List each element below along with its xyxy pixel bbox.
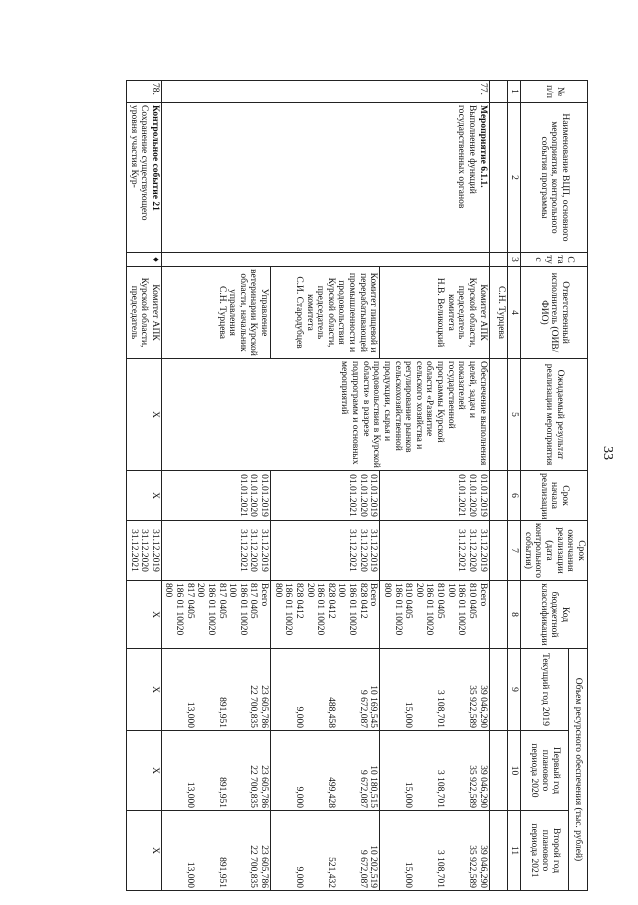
end-cell: 31.12.2019 31.12.2020 31.12.2021 (271, 521, 380, 581)
table-row-77a (380, 81, 489, 891)
end-cell: 31.12.2019 31.12.2020 31.12.2021 (127, 521, 162, 581)
header-kbk: Код бюджетной классификации (521, 581, 588, 649)
amount-2021: 10 202,519 9 672,087 521,432 9,000 (271, 811, 380, 891)
end-cell: 31.12.2019 31.12.2020 31.12.2021 (380, 521, 489, 581)
kbk-cell: Всего 828 0412 186 01 10020 100 828 0412 186 01 10020 200 828 0412 186 01 10020 800 (271, 581, 380, 649)
header-result: Ожидаемый результат реализации мероприятия (521, 359, 588, 471)
amount-2020: X (127, 731, 162, 811)
kbk-cell: X (127, 581, 162, 649)
event-description: Сохранение существующего уровня участия Кур- (128, 105, 150, 221)
rotated-table-container (48, 80, 588, 890)
executor-cell: Комитет АПК Курской области, председатель комитета Н.В. Великоцкий (380, 267, 489, 359)
header-status: Статус (521, 253, 588, 267)
amount-2020: 39 046,290 35 922,589 3 108,701 15,000 (380, 731, 489, 811)
amount-2019: 39 046,290 35 922,589 3 108,701 15,000 (380, 649, 489, 731)
amount-2021: X (127, 811, 162, 891)
kbk-cell: Всего 817 0405 186 01 10020 100 817 0405 186 01 10020 200 817 0405 186 01 10020 800 (161, 581, 270, 649)
col-number: 11 (507, 811, 521, 891)
status-diamond-icon: ♦ (127, 253, 162, 267)
kbk-cell: Всего 810 0405 186 01 10020 100 810 0405 186 01 10020 200 810 0405 186 01 10020 800 (380, 581, 489, 649)
amount-2019: 23 605,786 22 700,835 891,951 13,000 (161, 649, 270, 731)
start-cell: X (127, 471, 162, 521)
header-volume: Объем ресурсного обеспечения (тыс. рублей) (569, 649, 588, 891)
executor-cell: Комитет пищевой и перерабатывающей промышленности и продовольствия Курской области, председатель комитета С.И. Стародубцев (271, 267, 380, 359)
table-row-78 (127, 81, 162, 891)
col-number: 2 (507, 103, 521, 253)
header-name: Наименование ВЦП, основного мероприятия, контрольного события программы (521, 103, 588, 253)
result-cell: X (127, 359, 162, 471)
executor-cell: Управление ветеринарии Курской области, начальник управления С.Н. Турцева (161, 267, 270, 359)
measure-title: Мероприятие 6.1.1. (477, 105, 488, 188)
col-number: 9 (507, 649, 521, 731)
col-number: 8 (507, 581, 521, 649)
start-cell: 01.01.2019 01.01.2020 01.01.2021 (161, 471, 270, 521)
executor-cell: Комитет АПК Курской области, председатель (127, 267, 162, 359)
col-number: 5 (507, 359, 521, 471)
program-table (126, 80, 588, 891)
header-num: № п/п (521, 81, 588, 103)
page-number: 33 (600, 446, 615, 460)
amount-2020: 10 180,515 9 672,087 499,428 9,000 (271, 731, 380, 811)
row-number: 78. (127, 81, 162, 103)
col-number: 4 (507, 267, 521, 359)
amount-2021: 23 605,786 22 700,835 891,951 13,000 (161, 811, 270, 891)
header-end: Срок окончания реализации (дата контрольного события) (521, 521, 588, 581)
continuation-row (489, 81, 507, 891)
header-year-2019: Текущий год 2019 (521, 649, 569, 731)
start-cell: 01.01.2019 01.01.2020 01.01.2021 (380, 471, 489, 521)
header-executor: Ответственный исполнитель (ОИВ/ФИО) (521, 267, 588, 359)
col-number: 3 (507, 253, 521, 267)
event-title: Контрольное событие 21 (149, 105, 160, 211)
row-number: 77. (161, 81, 489, 103)
header-year-2020: Первый год планового периода 2020 (521, 731, 569, 811)
name-cell (127, 103, 162, 253)
col-number: 7 (507, 521, 521, 581)
result-cell: Обеспечение выполнения целей, задач и показателей государственной программы Курской области «Развитие сельского хозяйства и регулирование рынков сельскохозяйственной продукции, сырья и продовольствия в Курской области» в разрезе подпрограмм и основных мероприятий (161, 359, 489, 471)
col-number: 6 (507, 471, 521, 521)
col-number: 1 (507, 81, 521, 103)
amount-2019: X (127, 649, 162, 731)
start-cell: 01.01.2019 01.01.2020 01.01.2021 (271, 471, 380, 521)
column-number-row (507, 81, 521, 891)
amount-2019: 10 169,545 9 672,087 488,458 9,000 (271, 649, 380, 731)
executor-cell: С.Н. Турцева (489, 267, 507, 359)
end-cell: 31.12.2019 31.12.2020 31.12.2021 (161, 521, 270, 581)
header-year-2021: Второй год планового периода 2021 (521, 811, 569, 891)
header-row (569, 81, 588, 891)
name-cell (161, 103, 489, 253)
measure-description: Выполнение функций государственных органов (456, 105, 477, 209)
amount-2020: 23 605,786 22 700,835 891,951 13,000 (161, 731, 270, 811)
amount-2021: 39 046,290 35 922,589 3 108,701 15,000 (380, 811, 489, 891)
header-start: Срок начала реализации (521, 471, 588, 521)
col-number: 10 (507, 731, 521, 811)
status-cell (161, 253, 489, 267)
